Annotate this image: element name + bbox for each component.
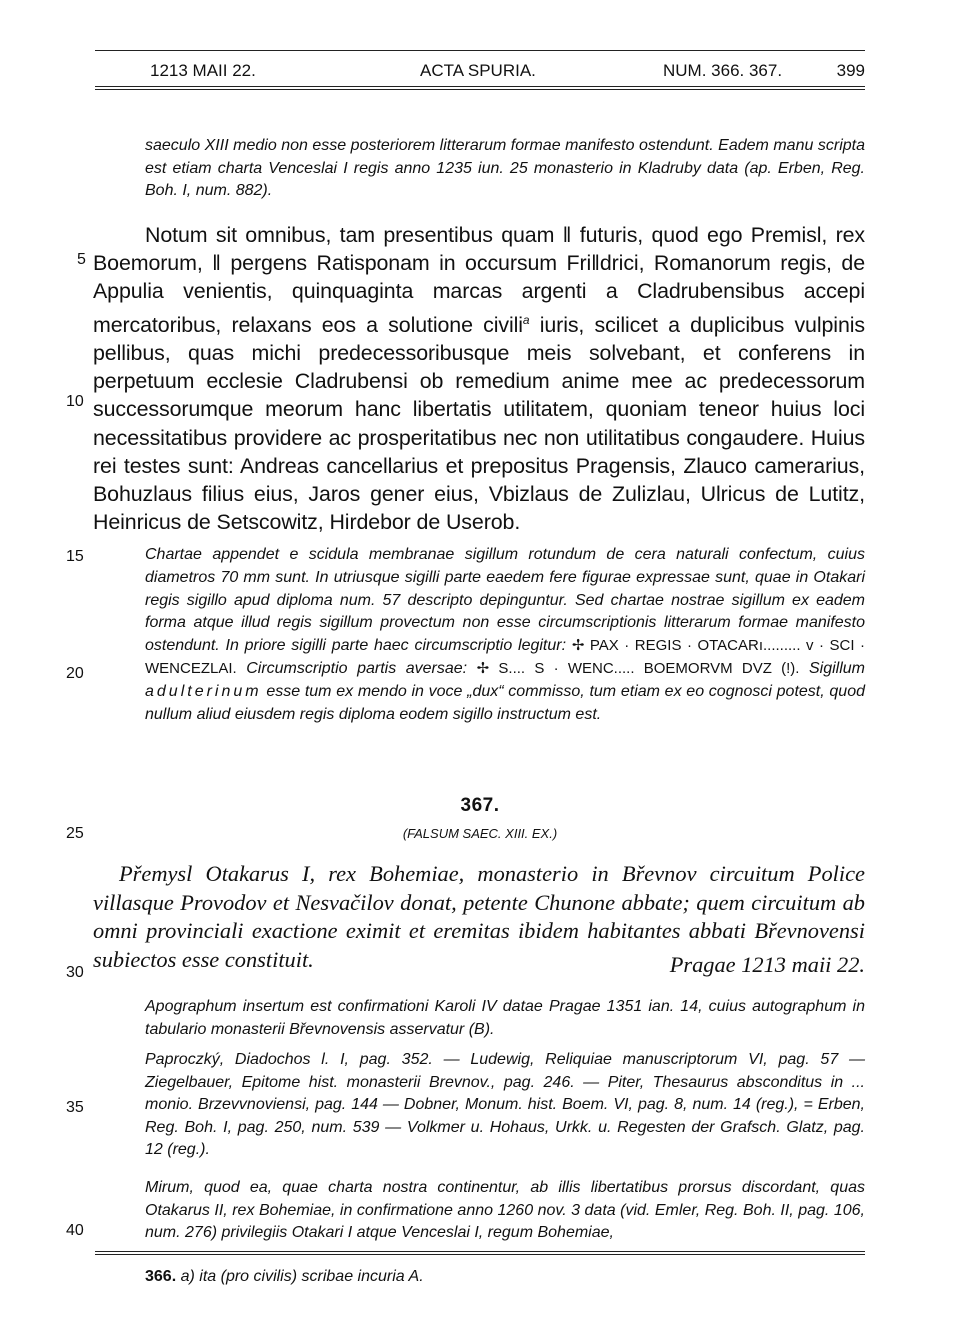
seal-legend-obverse: ✢ PAX · REGIS · OTACARı......... v · SCI · WENCEZLAI. (145, 637, 865, 677)
editions-list: Paproczký, Diadochos l. I, pag. 352. — Ludewig, Reliquiae manuscriptorum VI, pag. 57 — Ziegelbauer, Epitome hist. monasterii Brevnov., pag. 246. — Piter, Thesaurus absconditus in ... monio. Brzevvnoviensi, pag. 144 — Dobner, Monum. hist. Boem. VI, pag. 8, num. 14 (reg.), = Erben, Reg. Boh. I, pag. 250, num. 539 — Volkmer u. Hohaus, Urkk. u. Regesten der Grafsch. Glatz, pag. 12 (reg.). (145, 1051, 865, 1159)
header-title: ACTA SPURIA. (420, 61, 536, 80)
header-bottom-rule (95, 86, 865, 87)
seal-part1: Chartae appendet e scidula membranae sigillum rotundum de cera naturali confectum, cuius diametros 70 mm sunt. In utriusque sigilli parte eaedem fere figurae expressae sunt, quae in Otakari regis sigillo apud diploma num. 57 descripto depinguntur. Sed chartae nostrae sigillum ex eadem forma atque illud regis sigillum provectum non esse circumscriptionis litterarum formae manifesto ostendunt. In priore sigilli parte haec circumscriptio legitur: (145, 546, 865, 655)
apographum-note: Apographum insertum est confirmationi Karoli IV datae Pragae 1351 ian. 14, cuius autographum in tabulario monasterii Břevnovensis asservatur (B). (145, 998, 865, 1038)
seal-adulterinum: adulterinum (145, 682, 262, 700)
charter-text-part2: iuris, scilicet a duplicibus vulpinis pellibus, quas michi predecessoribusque meis solvebant, et conferens in perpetuum ecclesie Cladrubensi ob remedium anime mee ac predecessorum successorumque meorum hanc libertatis utilitatem, quoniam teneor huius loci necessitatibus providere ac prosperitatibus nec non utilitatibus congaudere. Huius rei testes sunt: Andreas cancellarius et prepositus Pragensis, Zlauco camerarius, Bohuzlaus filius eius, Jaros gener eius, Vbizlaus de Zulizlau, Ulricus de Lutitz, Heinricus de Setscowitz, Hirdebor de Userob. (93, 312, 865, 535)
line-number-20: 20 (66, 665, 84, 682)
header-bottom-rule-2 (95, 89, 865, 90)
charter-text (93, 221, 865, 536)
running-header (95, 57, 865, 83)
footnote-mark: a (522, 312, 530, 327)
footnote (145, 1268, 424, 1286)
seal-legend-reverse: ✢ S.... S · WENC..... BOEMORVM DVZ (!). (476, 659, 800, 677)
document-number: 367. (460, 795, 500, 816)
footnote-rule-2 (95, 1254, 865, 1255)
seal-part2: Circumscriptio partis aversae: (236, 659, 477, 677)
document-regest (93, 860, 865, 977)
line-number-30: 30 (66, 964, 84, 981)
line-number-25: 25 (66, 825, 84, 842)
line-number-10: 10 (66, 393, 84, 410)
header-num: NUM. 366. 367. (663, 61, 783, 80)
charter-text-part1: Notum sit omnibus, tam presentibus quam ‖ futuris, quod ego Premisl, rex Boemorum, ‖ pergens Ratisponam in occursum Fri‖drici, Romanorum regis, de Appulia venientis, quinquaginta marcas argenti a Cladrubensibus accepi mercatoribus, relaxans eos a solutione civili (93, 223, 865, 337)
footnote-text: ita (pro civilis) scribae incuria A. (194, 1268, 424, 1285)
line-number-15: 15 (66, 548, 84, 565)
footnote-mark-a: a) (180, 1268, 195, 1285)
footnote-ref: 366. (145, 1268, 177, 1285)
commentary: Mirum, quod ea, quae charta nostra continentur, ab illis libertatibus prorsus discordant, quas Otakarus II, rex Bohemiae, in confirmatione anno 1260 nov. 3 data (vid. Emler, Reg. Boh. II, pag. 106, num. 276) privilegiis Otakari I atque Venceslai I, regum Bohemiae, (145, 1179, 865, 1242)
line-number-40: 40 (66, 1222, 84, 1239)
intro-note: saeculo XIII medio non esse posteriorem litterarum formae manifesto ostendunt. Eadem manu scripta est etiam charta Venceslai I regis anno 1235 iun. 25 monasterio in Kladruby data (ap. Erben, Reg. Boh. I, num. 882). (145, 137, 865, 199)
line-number-5: 5 (77, 251, 86, 268)
seal-part3: Sigillum (799, 659, 865, 677)
line-number-35: 35 (66, 1099, 84, 1116)
seal-part4: esse tum ex mendo in voce „dux“ commisso, tum etiam ex eo cognosci potest, quod nullum aliud eiusdem regis diploma eodem sigillo instructum est. (145, 682, 865, 723)
document-dating: (FALSUM SAEC. XIII. EX.) (402, 826, 558, 841)
header-top-rule (95, 50, 865, 51)
header-page: 399 (836, 61, 865, 80)
regest-text: Přemysl Otakarus I, rex Bohemiae, monasterio in Břevnov circuitum Police villasque Provodov et Nesvačilov donat, petente Chunone abbate; quem circuitum ab omni provinciali exactione eximit et eremitas ibidem habitantes abbati Břevnovensi subiectos esse constituit. (93, 861, 865, 972)
footnote-rule (95, 1251, 865, 1252)
header-date: 1213 MAII 22. (150, 61, 256, 80)
seal-description (145, 544, 865, 726)
place-date: Pragae 1213 maii 22. (669, 951, 865, 977)
